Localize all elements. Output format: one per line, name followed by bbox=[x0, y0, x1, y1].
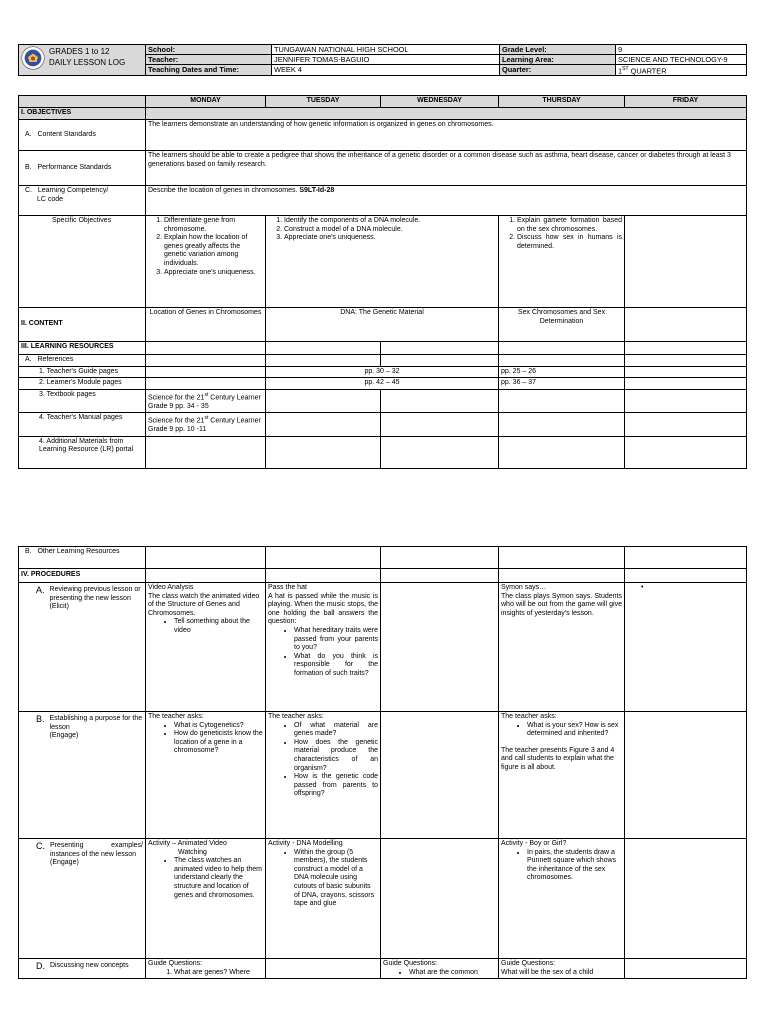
procedure-a-monday: Video Analysis The class watch the animated video of the Structure of Genes and Chromosomes. • Tell something about the video bbox=[146, 583, 266, 712]
title-line-2: DAILY LESSON LOG bbox=[49, 58, 126, 67]
performance-standards-label: B. Performance Standards bbox=[19, 151, 146, 186]
procedures-table bbox=[18, 546, 747, 979]
procedure-c-monday: Activity – Animated Video Watching • The class watches an animated video to help them understand clearly the structure and location of genes and chromosomes. bbox=[146, 839, 266, 959]
learners-module-thursday: pp. 36 – 37 bbox=[499, 378, 625, 390]
content-tuesday: DNA: The Genetic Material bbox=[266, 308, 499, 342]
day-friday: FRIDAY bbox=[625, 96, 747, 108]
procedure-b-label: B. Establishing a purpose for the lesson (Engage) bbox=[19, 712, 146, 839]
references-label: A. References bbox=[19, 355, 146, 367]
content-heading: II. CONTENT bbox=[19, 308, 146, 342]
deped-seal-icon bbox=[21, 46, 45, 70]
additional-materials-label: 4. Additional Materials from Learning Resource (LR) portal bbox=[19, 436, 146, 468]
school-value: TUNGAWAN NATIONAL HIGH SCHOOL bbox=[272, 45, 500, 55]
specific-objectives-thursday: 1. Explain gamete formation based on the sex chromosomes. 2. Discuss how sex in humans is determined. bbox=[499, 216, 625, 308]
content-monday: Location of Genes in Chromosomes bbox=[146, 308, 266, 342]
teachers-guide-tuesday: pp. 30 – 32 bbox=[266, 366, 499, 378]
procedure-d-monday: Guide Questions: 1. What are genes? Where bbox=[146, 959, 266, 979]
procedure-d-thursday: Guide Questions: What will be the sex of a child bbox=[499, 959, 625, 979]
area-label: Learning Area: bbox=[500, 55, 616, 65]
content-standards-label: A. Content Standards bbox=[19, 120, 146, 151]
teacher-value: JENNIFER TOMAS-BAGUIO bbox=[272, 55, 500, 65]
dates-label: Teaching Dates and Time: bbox=[146, 65, 272, 76]
day-wednesday: WEDNESDAY bbox=[381, 96, 499, 108]
procedure-a-tuesday: Pass the hat A hat is passed while the music is playing. When the music stops, the one holding the ball answers the question: • What hereditary traits were passed from your parents to you? • What do you think is responsible for the formation of such traits? bbox=[266, 583, 381, 712]
competency-text: Describe the location of genes in chromosomes. S9LT-Id-28 bbox=[146, 186, 747, 216]
teacher-label: Teacher: bbox=[146, 55, 272, 65]
objectives-heading: I. OBJECTIVES bbox=[19, 108, 146, 120]
title-line-1: GRADES 1 to 12 bbox=[49, 47, 110, 56]
specific-objectives-label: Specific Objectives bbox=[19, 216, 146, 308]
corner-cell bbox=[19, 96, 146, 108]
procedure-c-label: C. Presenting examples/ instances of the new lesson (Engage) bbox=[19, 839, 146, 959]
day-tuesday: TUESDAY bbox=[266, 96, 381, 108]
procedure-d-wednesday: Guide Questions: • What are the common bbox=[381, 959, 499, 979]
procedure-d-label: D. Discussing new concepts bbox=[19, 959, 146, 979]
school-label: School: bbox=[146, 45, 272, 55]
lesson-table bbox=[18, 95, 747, 469]
procedure-c-tuesday: Activity - DNA Modelling • Within the group (5 members), the students construct a model of a DNA molecule using cutouts of basic subunits of DNA, crayons, scissors tape and glue bbox=[266, 839, 381, 959]
specific-objectives-tuesday: 1. Identify the components of a DNA molecule. 2. Construct a model of a DNA molecule. 3. Appreciate one's uniqueness. bbox=[266, 216, 499, 308]
procedure-a-thursday: Symon says… The class plays Symon says. Students who will be out from the game will give insights of yesterday's lesson. bbox=[499, 583, 625, 712]
grade-label: Grade Level: bbox=[500, 45, 616, 55]
procedure-b-monday: The teacher asks: • What is Cytogenetics? • How do geneticists know the location of a gene in a chromosome? bbox=[146, 712, 266, 839]
day-monday: MONDAY bbox=[146, 96, 266, 108]
quarter-value: 1ST QUARTER bbox=[616, 65, 747, 76]
procedure-c-thursday: Activity - Boy or Girl? • In pairs, the students draw a Punnett square which shows the inheritance of the sex chromosomes. bbox=[499, 839, 625, 959]
quarter-label: Quarter: bbox=[500, 65, 616, 76]
content-standards-text: The learners demonstrate an understanding of how genetic information is organized in genes on chromosomes. bbox=[146, 120, 747, 151]
content-thursday: Sex Chromosomes and Sex Determination bbox=[499, 308, 625, 342]
teachers-guide-thursday: pp. 25 – 26 bbox=[499, 366, 625, 378]
dates-value: WEEK 4 bbox=[272, 65, 500, 76]
teachers-guide-label: 1. Teacher's Guide pages bbox=[19, 366, 146, 378]
textbook-label: 3. Textbook pages bbox=[19, 389, 146, 413]
learners-module-tuesday: pp. 42 – 45 bbox=[266, 378, 499, 390]
header-table bbox=[18, 44, 747, 76]
specific-objectives-monday: 1. Differentiate gene from chromosome. 2. Explain how the location of genes greatly affects the genetic variation among individuals. 3. Appreciate one's uniqueness. bbox=[146, 216, 266, 308]
textbook-monday: Science for the 21st Century Learner Grade 9 pp. 34 - 35 bbox=[146, 389, 266, 413]
procedures-heading: IV. PROCEDURES bbox=[19, 569, 146, 583]
resources-heading: III. LEARNING RESOURCES bbox=[19, 342, 146, 355]
competency-label: C. Learning Competency/ LC code bbox=[19, 186, 146, 216]
procedure-b-thursday: The teacher asks: • What is your sex? How is sex determined and inherited? The teacher presents Figure 3 and 4 and call students to explain what the figure is all about. bbox=[499, 712, 625, 839]
teachers-manual-monday: Science for the 21st Century Learner Grade 9 pp. 10 -11 bbox=[146, 413, 266, 437]
procedure-b-tuesday: The teacher asks: • Of what material are genes made? • How does the genetic material produce the characteristics of an organism? • How is the genetic code passed from parents to offspring? bbox=[266, 712, 381, 839]
header-title-cell bbox=[19, 45, 146, 76]
area-value: SCIENCE AND TECHNOLOGY-9 bbox=[616, 55, 747, 65]
procedure-a-label: A. Reviewing previous lesson or presenting the new lesson (Elicit) bbox=[19, 583, 146, 712]
performance-standards-text: The learners should be able to create a pedigree that shows the inheritance of a genetic disorder or a common disease such as asthma, heart disease, cancer or diabetes through at least 3 generations based on family research. bbox=[146, 151, 747, 186]
other-resources-label: B. Other Learning Resources bbox=[19, 547, 146, 569]
learners-module-label: 2. Learner's Module pages bbox=[19, 378, 146, 390]
procedure-a-friday: • bbox=[625, 583, 747, 712]
grade-value: 9 bbox=[616, 45, 747, 55]
day-thursday: THURSDAY bbox=[499, 96, 625, 108]
teachers-manual-label: 4. Teacher's Manual pages bbox=[19, 413, 146, 437]
